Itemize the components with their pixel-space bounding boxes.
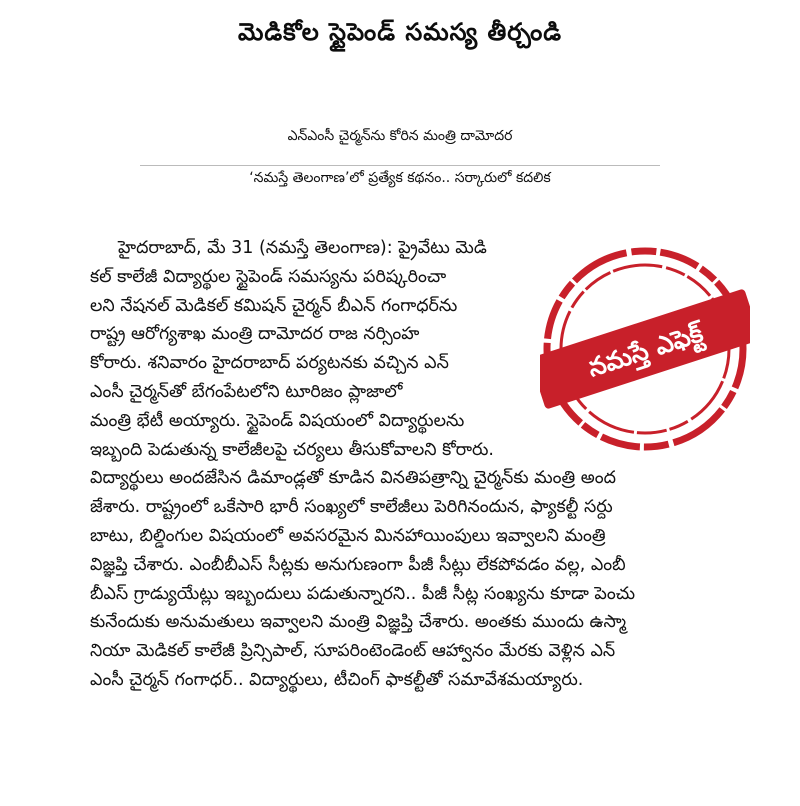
- body-line: నియా మెడికల్‌ కాలేజీ ప్రిన్సిపాల్‌, సూపరింటెండెంట్‌ ఆహ్వానం మేరకు వెళ్లిన ఎన్‌: [90, 641, 616, 662]
- body-line: జేశారు. రాష్ట్రంలో ఒకేసారి భారీ సంఖ్యలో కాలేజీలు పెరిగినందున, ఫ్యాకల్టీ సర్దు: [90, 497, 613, 518]
- namaste-effect-stamp: [540, 244, 750, 454]
- body-line: మంత్రి భేటీ అయ్యారు. స్టైపెండ్‌ విషయంలో విద్యార్థులను: [90, 410, 465, 431]
- body-line: కోరారు. శనివారం హైదరాబాద్‌ పర్యటనకు వచ్చిన ఎన్‌: [90, 353, 449, 374]
- body-line: విజ్ఞప్తి చేశారు. ఎంబీబీఎస్‌ సీట్లకు అనుగుణంగా పీజీ సీట్లు లేకపోవడం వల్ల, ఎంబీ: [90, 554, 626, 575]
- body-line: విద్యార్థులు అందజేసిన డిమాండ్లతో కూడిన వినతిపత్రాన్ని చైర్మన్‌కు మంత్రి అంద: [90, 468, 616, 489]
- subheadline-1: ఎన్‌ఎంసీ చైర్మన్‌ను కోరిన మంత్రి దామోదర: [287, 128, 513, 144]
- body-line: కునేందుకు అనుమతులు ఇవ్వాలని మంత్రి విజ్ఞప్తి చేశారు. అంతకు ముందు ఉస్మా: [90, 612, 627, 633]
- body-line: ఇబ్బంది పెడుతున్న కాలేజీలపై చర్యలు తీసుకోవాలని కోరారు.: [90, 439, 494, 460]
- body-line: బీఎస్‌ గ్రాడ్యుయేట్లు ఇబ్బందులు పడుతున్నారని.. పీజీ సీట్ల సంఖ్యను కూడా పెంచు: [90, 583, 636, 604]
- body-line: కల్‌ కాలేజీ విద్యార్థుల స్టైపెండ్‌ సమస్యను పరిష్కరించా: [90, 266, 447, 287]
- body-line: బాటు, బిల్డింగుల విషయంలో అవసరమైన మినహాయింపులు ఇవ్వాలని మంత్రి: [90, 525, 606, 546]
- stamp-text: నమస్తే ఎఫెక్ట్‌: [584, 318, 707, 383]
- body-line: రాష్ట్ర ఆరోగ్యశాఖ మంత్రి దామోదర రాజ నర్సింహ: [90, 324, 420, 345]
- headline: మెడికోల స్టైపెండ్‌ సమస్య తీర్చండి: [237, 18, 563, 46]
- subheadline-divider: [140, 165, 660, 166]
- subheadline-2: ‘నమస్తే తెలంగాణ’లో ప్రత్యేక కథనం.. సర్కారులో కదలిక: [249, 170, 551, 186]
- body-line: ఎంసీ చైర్మన్‌ గంగాధర్‌.. విద్యార్థులు, టీచింగ్‌ ఫాకల్టీతో సమావేశమయ్యారు.: [90, 669, 584, 690]
- body-line: హైదరాబాద్‌, మే 31 (నమస్తే తెలంగాణ): ప్రైవేటు మెడి: [118, 238, 487, 258]
- body-line: లని నేషనల్‌ మెడికల్‌ కమిషన్‌ చైర్మన్‌ బీఎన్‌ గంగాధర్‌ను: [90, 295, 458, 316]
- body-line: ఎంసీ చైర్మన్‌తో బేగంపేటలోని టూరిజం ప్లాజాలో: [90, 381, 403, 402]
